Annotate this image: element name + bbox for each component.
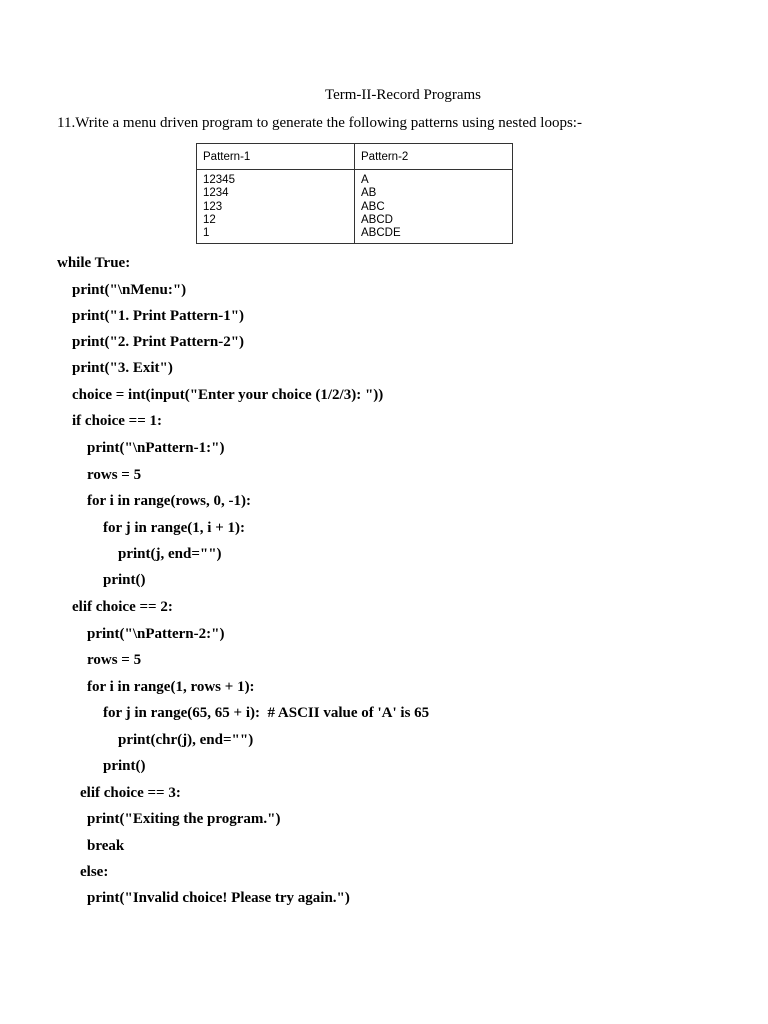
code-line: for j in range(65, 65 + i): # ASCII value of 'A' is 65 (103, 705, 430, 721)
pattern-2-row: AB (361, 187, 377, 200)
pattern-2-header: Pattern-2 (355, 144, 512, 170)
pattern-table (196, 143, 513, 244)
pattern-2-row: A (361, 174, 369, 186)
code-line: print("\nPattern-1:") (87, 440, 225, 456)
pattern-1-column (197, 144, 355, 243)
pattern-1-header: Pattern-1 (197, 144, 354, 170)
code-line: print("2. Print Pattern-2") (72, 334, 245, 350)
code-line: for i in range(1, rows + 1): (87, 679, 255, 695)
pattern-2-row: ABC (361, 200, 385, 213)
code-line: elif choice == 2: (72, 599, 173, 615)
pattern-1-row: 12345 (203, 174, 235, 186)
code-line: print(j, end="") (118, 546, 222, 562)
code-line: else: (80, 864, 109, 880)
code-line: for j in range(1, i + 1): (103, 520, 245, 536)
code-line: print("Exiting the program.") (87, 811, 281, 827)
document-title: Term-II-Record Programs (325, 87, 481, 103)
pattern-1-row: 12 (203, 213, 216, 226)
code-line: print("1. Print Pattern-1") (72, 308, 245, 324)
pattern-1-row: 123 (203, 200, 223, 213)
question-text: 11.Write a menu driven program to generate the following patterns using nested loops:- (57, 115, 582, 131)
pattern-2-column (355, 144, 512, 243)
code-line: print() (103, 758, 146, 774)
code-line: rows = 5 (87, 652, 142, 668)
code-line: choice = int(input("Enter your choice (1/2/3): ")) (72, 387, 384, 403)
pattern-1-row: 1 (203, 227, 210, 240)
code-line: print("\nMenu:") (72, 282, 187, 298)
code-line: print("3. Exit") (72, 360, 173, 376)
code-line: print(chr(j), end="") (118, 732, 254, 748)
code-line: print("\nPattern-2:") (87, 626, 225, 642)
pattern-2-row: ABCDE (361, 227, 401, 240)
pattern-2-row: ABCD (361, 213, 393, 226)
code-line: print("Invalid choice! Please try again.") (87, 890, 350, 906)
code-line: print() (103, 572, 146, 588)
code-line: elif choice == 3: (80, 785, 181, 801)
code-line: break (87, 838, 125, 854)
code-line: if choice == 1: (72, 413, 162, 429)
code-line: for i in range(rows, 0, -1): (87, 493, 252, 509)
code-line: rows = 5 (87, 467, 142, 483)
code-line: while True: (57, 255, 131, 271)
pattern-1-row: 1234 (203, 187, 229, 200)
